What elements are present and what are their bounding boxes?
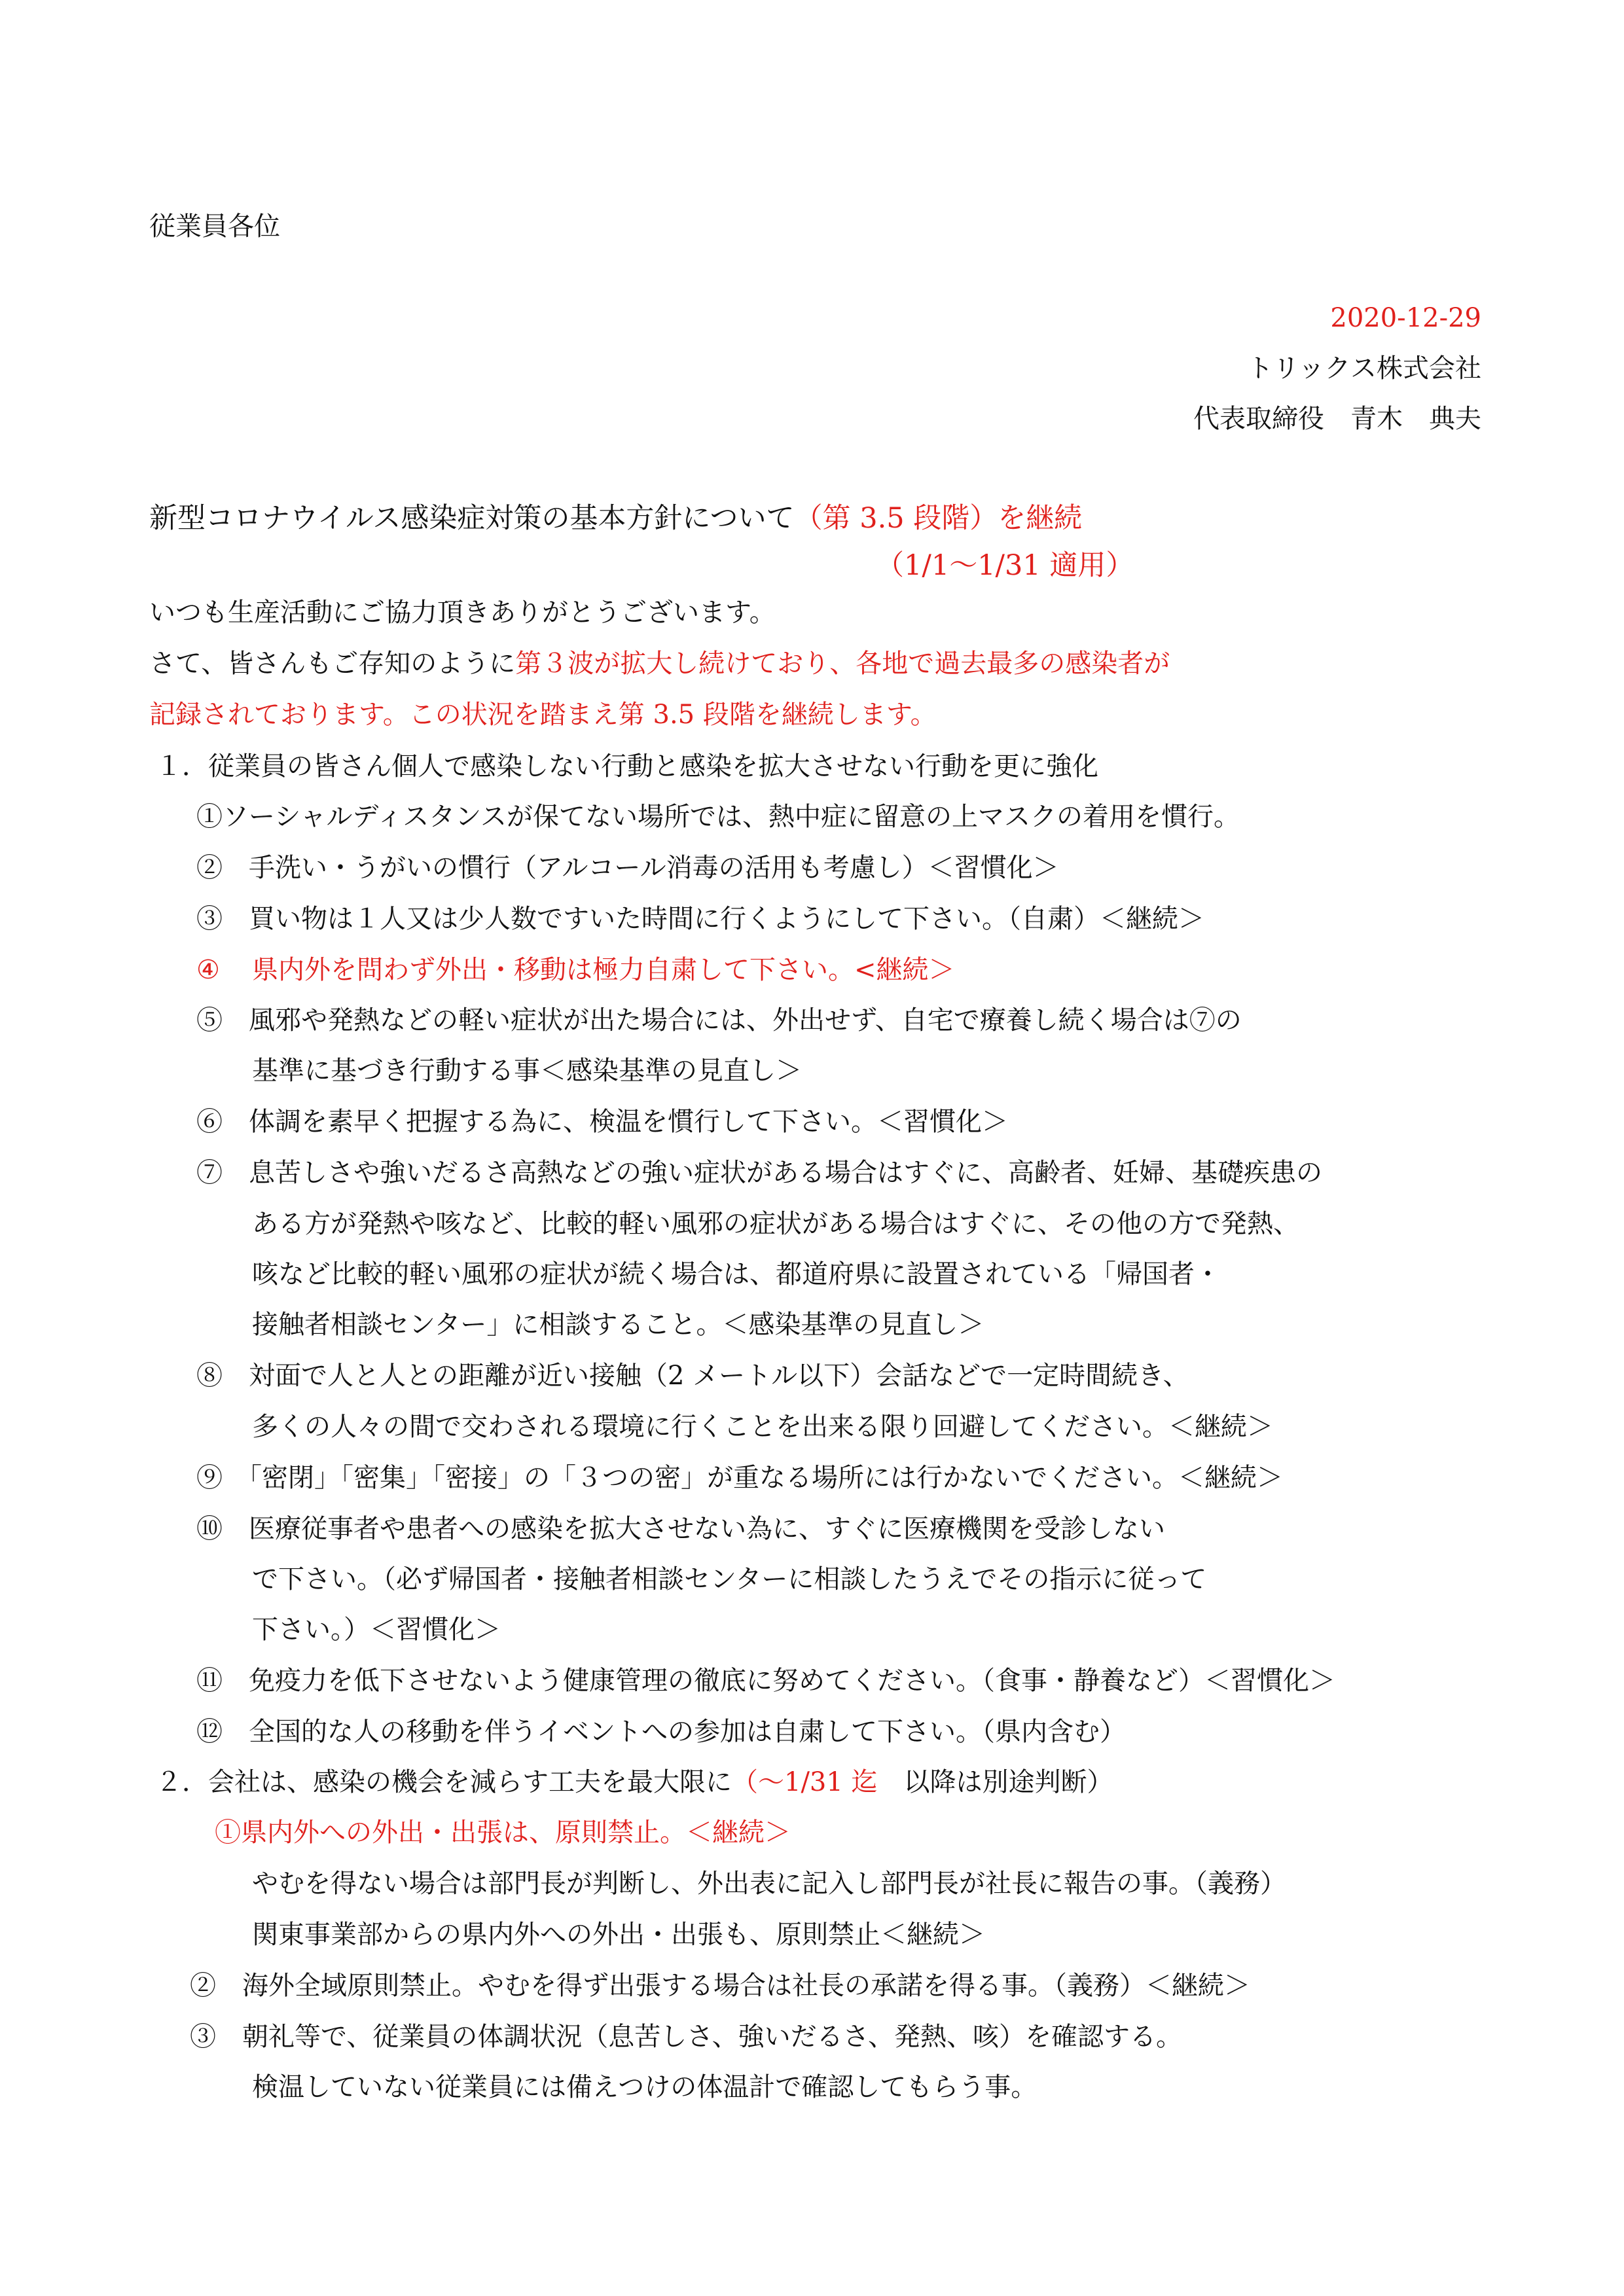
section-2-item: ② 海外全域原則禁止。やむを得ず出張する場合は社長の承諾を得る事。（義務）＜継続＞ (190, 1971, 1250, 2001)
section-2-heading (156, 1764, 1113, 1801)
signer-name: 代表取締役 青木 典夫 (1193, 404, 1481, 434)
section-2-item-highlight: ①県内外への外出・出張は、原則禁止。＜継続＞ (215, 1818, 791, 1848)
section-2-heading-main: ２．会社は、感染の機会を減らす工夫を最大限に (156, 1767, 732, 1797)
section-2-item-continuation: 関東事業部からの県内外への外出・出張も、原則禁止＜継続＞ (252, 1920, 985, 1950)
section-1-item: ⑩ 医療従事者や患者への感染を拡大させない為に、すぐに医療機関を受診しない (196, 1514, 1165, 1544)
intro-line-3: 記録されております。この状況を踏まえ第 3.5 段階を継続します。 (149, 700, 937, 730)
recipient: 従業員各位 (149, 211, 280, 242)
section-1-item: ③ 買い物は１人又は少人数ですいた時間に行くようにして下さい。（自粛）＜継続＞ (196, 904, 1204, 934)
title-main: 新型コロナウイルス感染症対策の基本方針について (149, 502, 795, 535)
company-name: トリックス株式会社 (1247, 353, 1481, 384)
issue-date: 2020-12-29 (1330, 303, 1481, 333)
section-1-item: ⑧ 対面で人と人との距離が近い接触（2 メートル以下）会話などで一定時間続き、 (196, 1361, 1189, 1391)
section-1-item: ⑪ 免疫力を低下させないよう健康管理の徹底に努めてください。（食事・静養など）＜習慣化＞ (196, 1666, 1335, 1696)
section-2-item-continuation: 検温していない従業員には備えつけの体温計で確認してもらう事。 (252, 2072, 1038, 2102)
section-1-item: ⑥ 体調を素早く把握する為に、検温を慣行して下さい。＜習慣化＞ (196, 1107, 1008, 1137)
section-1-item: ⑦ 息苦しさや強いだるさ高熱などの強い症状がある場合はすぐに、高齢者、妊婦、基礎疾患の (196, 1158, 1322, 1188)
section-2-item-continuation: やむを得ない場合は部門長が判断し、外出表に記入し部門長が社長に報告の事。（義務） (252, 1869, 1286, 1899)
section-1-item: ①ソーシャルディスタンスが保てない場所では、熱中症に留意の上マスクの着用を慣行。 (196, 802, 1240, 832)
section-1-item: ⑨ 「密閉」「密集」「密接」の「３つの密」が重なる場所には行かないでください。＜継続＞ (196, 1463, 1283, 1493)
section-1-item-highlight: 県内外を問わず外出・移動は極力自粛して下さい。<継続＞ (252, 955, 955, 985)
section-1-item-continuation: 基準に基づき行動する事＜感染基準の見直し＞ (252, 1056, 802, 1086)
section-1-item-continuation: 下さい。）＜習慣化＞ (252, 1615, 501, 1645)
title-period: （1/1～1/31 適用） (876, 549, 1134, 582)
section-2-heading-deadline: （～1/31 迄 (732, 1767, 878, 1797)
document-title (149, 500, 1082, 537)
section-1-item: ② 手洗い・うがいの慣行（アルコール消毒の活用も考慮し）＜習慣化＞ (196, 853, 1059, 883)
title-stage: （第 3.5 段階）を継続 (794, 502, 1083, 535)
section-1-item-continuation: 多くの人々の間で交わされる環境に行くことを出来る限り回避してください。＜継続＞ (252, 1412, 1273, 1442)
section-1-item: ⑫ 全国的な人の移動を伴うイベントへの参加は自粛して下さい。（県内含む） (196, 1717, 1126, 1747)
section-1-item-continuation: 接触者相談センター」に相談すること。＜感染基準の見直し＞ (252, 1310, 984, 1340)
section-2-heading-tail: 以降は別途判断） (877, 1767, 1113, 1797)
section-1-heading: １．従業員の皆さん個人で感染しない行動と感染を拡大させない行動を更に強化 (156, 751, 1098, 781)
section-1-item: ⑤ 風邪や発熱などの軽い症状が出た場合には、外出せず、自宅で療養し続く場合は⑦の (196, 1005, 1242, 1035)
intro-line-2 (149, 645, 1170, 682)
section-1-item-number: ④ (196, 955, 220, 985)
section-1-item-continuation: 咳など比較的軽い風邪の症状が続く場合は、都道府県に設置されている「帰国者・ (252, 1259, 1221, 1289)
section-2-item: ③ 朝礼等で、従業員の体調状況（息苦しさ、強いだるさ、発熱、咳）を確認する。 (190, 2022, 1182, 2052)
intro-greeting: いつも生産活動にご協力頂きありがとうございます。 (149, 598, 776, 628)
section-1-item-continuation: で下さい。（必ず帰国者・接触者相談センターに相談したうえでその指示に従って (252, 1564, 1207, 1594)
intro-line-2-red: 第３波が拡大し続けており、各地で過去最多の感染者が (515, 649, 1170, 679)
intro-line-2-black: さて、皆さんもご存知のように (149, 649, 516, 679)
section-1-item-continuation: ある方が発熱や咳など、比較的軽い風邪の症状がある場合はすぐに、その他の方で発熱、 (252, 1209, 1299, 1239)
